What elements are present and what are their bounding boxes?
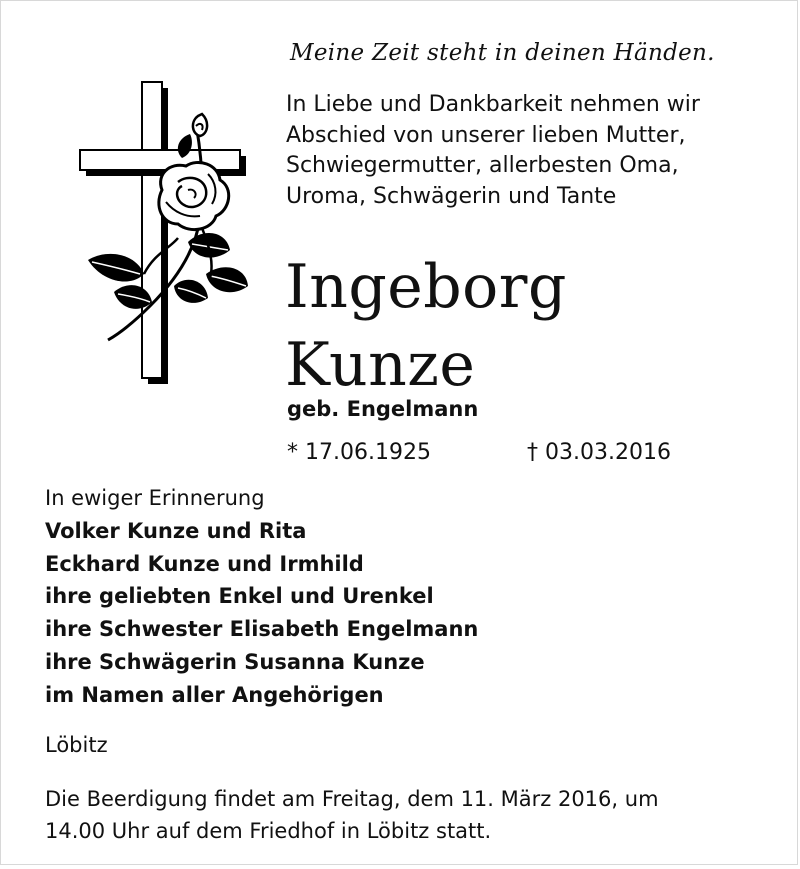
- first-name: Ingeborg: [285, 252, 567, 322]
- intro-line: Uroma, Schwägerin und Tante: [286, 183, 617, 209]
- death-date: † 03.03.2016: [527, 440, 671, 465]
- mourner-line: im Namen aller Angehörigen: [45, 682, 384, 707]
- mourner-line: ihre geliebten Enkel und Urenkel: [45, 584, 434, 609]
- mourner-line: ihre Schwester Elisabeth Engelmann: [45, 617, 479, 642]
- mourner-line: Eckhard Kunze und Irmhild: [45, 551, 364, 576]
- last-name: Kunze: [285, 330, 476, 400]
- funeral-info: [45, 784, 775, 847]
- mourner-line: Volker Kunze und Rita: [45, 518, 307, 543]
- birth-date: * 17.06.1925: [287, 440, 431, 465]
- mourners-lead: In ewiger Erinnerung: [45, 486, 265, 510]
- deceased-name: [285, 248, 785, 404]
- place-name: Löbitz: [45, 733, 108, 757]
- mourner-line: ihre Schwägerin Susanna Kunze: [45, 649, 425, 674]
- funeral-line: Die Beerdigung findet am Freitag, dem 11. März 2016, um: [45, 787, 659, 811]
- mourners-list: [45, 482, 765, 712]
- cross-with-rose-icon: [78, 78, 258, 388]
- intro-line: Abschied von unserer lieben Mutter,: [286, 122, 686, 148]
- motto-verse: Meine Zeit steht in deinen Händen.: [290, 40, 715, 66]
- intro-line: Schwiegermutter, allerbesten Oma,: [286, 153, 679, 178]
- funeral-line: 14.00 Uhr auf dem Friedhof in Löbitz statt.: [45, 818, 492, 843]
- intro-text: [286, 90, 786, 212]
- intro-line: In Liebe und Dankbarkeit nehmen wir: [286, 92, 700, 117]
- maiden-name: geb. Engelmann: [287, 397, 479, 421]
